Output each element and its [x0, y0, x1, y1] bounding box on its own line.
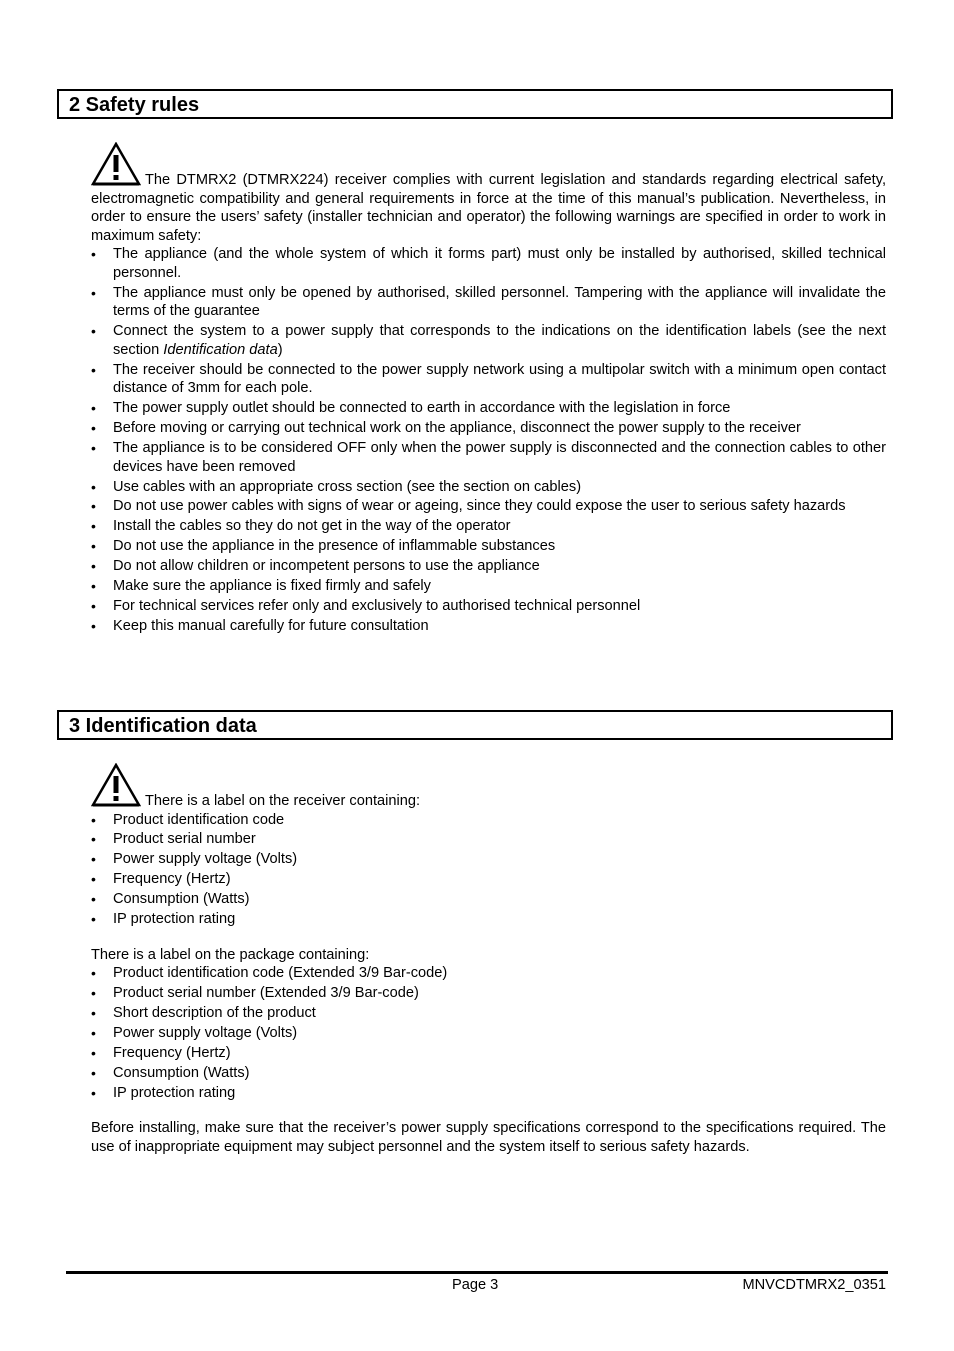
list-item-italic: Identification data — [163, 341, 278, 358]
list-item: • Product serial number (Extended 3/9 Bar-code) — [91, 984, 886, 1003]
package-intro: There is a label on the package containing: — [91, 946, 370, 963]
safety-list — [91, 245, 886, 635]
list-item: • Do not use the appliance in the presence of inflammable substances — [91, 537, 886, 556]
list-item: • Consumption (Watts) — [91, 1064, 886, 1083]
list-item: • The appliance (and the whole system of which it forms part) must only be installed by authorised, skilled technical personnel. — [91, 245, 886, 282]
list-item: • Product identification code — [91, 811, 886, 830]
list-item-tail: ) — [277, 341, 283, 358]
list-item: • Product identification code (Extended 3/9 Bar-code) — [91, 964, 886, 983]
list-item: • Install the cables so they do not get in the way of the operator — [91, 517, 886, 536]
list-item: • For technical services refer only and exclusively to authorised technical personnel — [91, 597, 886, 616]
list-item: • Power supply voltage (Volts) — [91, 1024, 886, 1043]
footer-divider — [66, 1271, 888, 1274]
warning-triangle-icon — [91, 142, 141, 186]
list-item: • IP protection rating — [91, 1084, 886, 1103]
package-label-list — [91, 964, 886, 1102]
list-item: • Power supply voltage (Volts) — [91, 850, 886, 869]
receiver-label-list — [91, 811, 886, 929]
section-title-identification: 3 Identification data — [69, 715, 257, 737]
list-item: • Use cables with an appropriate cross section (see the section on cables) — [91, 478, 886, 497]
list-item: • Make sure the appliance is fixed firmly and safely — [91, 577, 886, 596]
list-item: • Short description of the product — [91, 1004, 886, 1023]
section-header-safety — [57, 89, 893, 119]
page-number: Page 3 — [452, 1277, 499, 1293]
list-item: • Keep this manual carefully for future consultation — [91, 617, 886, 636]
list-item: • IP protection rating — [91, 910, 886, 929]
list-item — [91, 322, 886, 359]
section-header-identification — [57, 710, 893, 740]
safety-intro-text: The DTMRX2 (DTMRX224) receiver complies with current legislation and standards regarding electrical safety, electromagnetic compatibility and general requirements in force at the time of this manual’s publication. Nevertheless, in order to ensure the users’ safety (installer technician and operator) the following warnings are specified in order to work in maximum safety: — [91, 172, 886, 244]
list-item: • Frequency (Hertz) — [91, 870, 886, 889]
identification-content — [91, 763, 886, 1156]
list-item: • Frequency (Hertz) — [91, 1044, 886, 1063]
list-item: • Before moving or carrying out technical work on the appliance, disconnect the power supply to the receiver — [91, 419, 886, 438]
list-item-text: Connect the system to a power supply that corresponds to the indications on the identification labels (see the next section — [113, 323, 886, 358]
receiver-intro-text: There is a label on the receiver containing: — [145, 793, 421, 809]
receiver-intro — [91, 763, 886, 811]
list-item: • Consumption (Watts) — [91, 890, 886, 909]
section-title-safety: 2 Safety rules — [69, 94, 200, 116]
list-item: • The appliance must only be opened by authorised, skilled personnel. Tampering with the appliance will invalidate the terms of the guarantee — [91, 284, 886, 321]
safety-intro — [91, 142, 886, 245]
list-item: • Product serial number — [91, 830, 886, 849]
list-item: • The receiver should be connected to the power supply network using a multipolar switch with a minimum open contact distance of 3mm for each pole. — [91, 361, 886, 398]
closing-paragraph: Before installing, make sure that the receiver’s power supply specifications correspond to the specifications required. The use of inappropriate equipment may subject personnel and the system itself to serious safety hazards. — [91, 1120, 886, 1155]
warning-triangle-icon — [91, 763, 141, 807]
list-item: • Do not allow children or incompetent persons to use the appliance — [91, 557, 886, 576]
list-item: • The power supply outlet should be connected to earth in accordance with the legislation in force — [91, 399, 886, 418]
list-item: • The appliance is to be considered OFF only when the power supply is disconnected and the connection cables to other devices have been removed — [91, 439, 886, 476]
document-code: MNVCDTMRX2_0351 — [742, 1277, 886, 1293]
list-item: • Do not use power cables with signs of wear or ageing, since they could expose the user to serious safety hazards — [91, 497, 886, 516]
safety-content — [91, 142, 886, 637]
